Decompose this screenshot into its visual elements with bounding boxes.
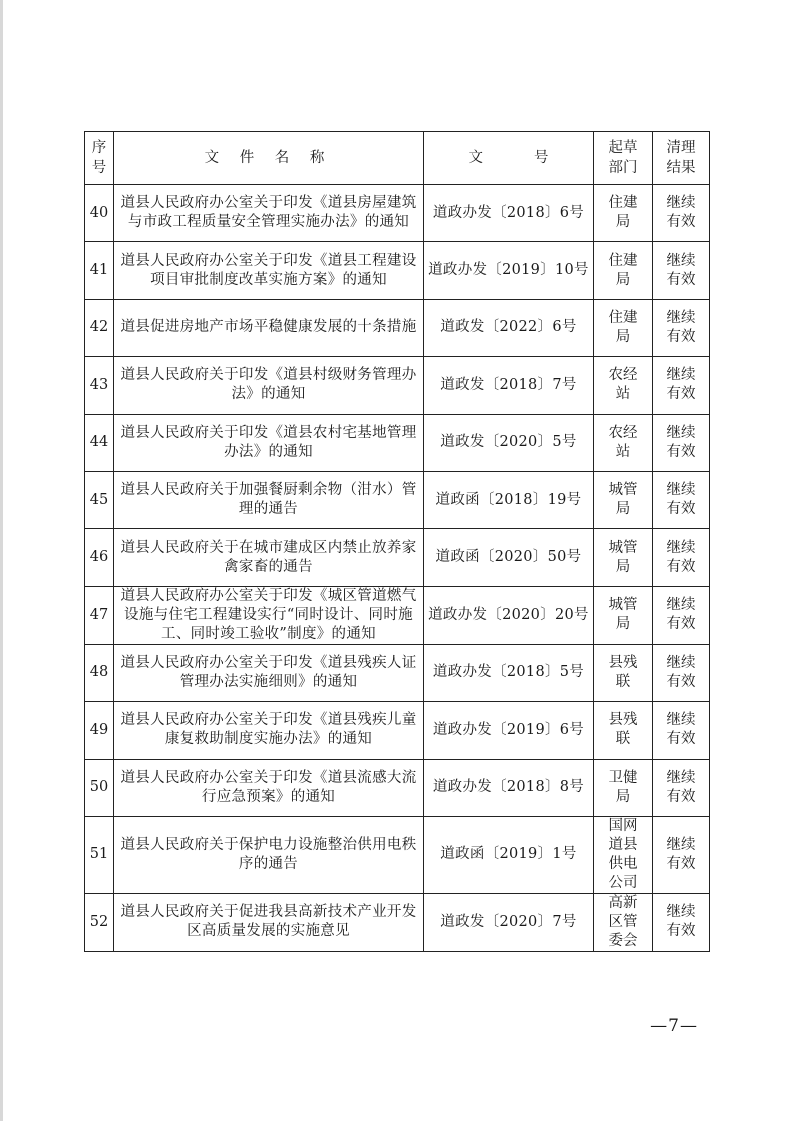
row-dept-cell: 农经站: [594, 357, 653, 414]
header-no: [85, 132, 114, 185]
row-result-cell: 继续有效: [653, 816, 710, 893]
header-code: [424, 132, 594, 185]
row-result-cell: 继续有效: [653, 185, 710, 242]
header-dept-label: 起草部门: [608, 140, 638, 176]
row-no-cell: 49: [85, 702, 114, 759]
row-dept-cell: 住建局: [594, 242, 653, 299]
row-dept-cell: 农经站: [594, 414, 653, 471]
table-row: [85, 644, 710, 701]
table-row: [85, 702, 710, 759]
row-code-cell: 道政函〔2018〕19号: [424, 471, 594, 528]
row-no-cell: 40: [85, 185, 114, 242]
row-no-cell: 46: [85, 529, 114, 586]
table-row: [85, 471, 710, 528]
row-dept-cell: 县残联: [594, 644, 653, 701]
row-name-cell: 道县人民政府关于促进我县高新技术产业开发区高质量发展的实施意见: [114, 893, 424, 951]
table-row: [85, 357, 710, 414]
document-table: [84, 131, 710, 952]
row-code-cell: 道政发〔2018〕7号: [424, 357, 594, 414]
row-dept-cell: 住建局: [594, 185, 653, 242]
header-result-label: 清理结果: [666, 140, 696, 176]
table-row: [85, 816, 710, 893]
row-no-cell: 48: [85, 644, 114, 701]
row-dept-cell: 城管局: [594, 529, 653, 586]
row-code-cell: 道政办发〔2019〕6号: [424, 702, 594, 759]
table-row: [85, 185, 710, 242]
table-row: [85, 242, 710, 299]
row-code-cell: 道政发〔2022〕6号: [424, 299, 594, 356]
row-no-cell: 52: [85, 893, 114, 951]
row-no-cell: 51: [85, 816, 114, 893]
row-dept-cell: 县残联: [594, 702, 653, 759]
page-edge: [0, 0, 3, 1121]
header-result: [653, 132, 710, 185]
row-code-cell: 道政函〔2020〕50号: [424, 529, 594, 586]
row-code-cell: 道政办发〔2020〕20号: [424, 586, 594, 644]
row-dept-cell: 住建局: [594, 299, 653, 356]
row-code-cell: 道政发〔2020〕7号: [424, 893, 594, 951]
row-name-cell: 道县人民政府关于加强餐厨剩余物（泔水）管理的通告: [114, 471, 424, 528]
row-name-cell: 道县人民政府办公室关于印发《道县残疾儿童康复救助制度实施办法》的通知: [114, 702, 424, 759]
row-result-cell: 继续有效: [653, 644, 710, 701]
page-number: —7—: [650, 1016, 698, 1036]
table-header-row: [85, 132, 710, 185]
header-name-label: 文 件 名 称: [204, 149, 333, 166]
row-dept-cell: 卫健局: [594, 759, 653, 816]
row-dept-cell: 城管局: [594, 471, 653, 528]
row-name-cell: 道县人民政府办公室关于印发《道县残疾人证管理办法实施细则》的通知: [114, 644, 424, 701]
header-no-label: 序号: [91, 140, 107, 176]
row-result-cell: 继续有效: [653, 529, 710, 586]
row-dept-cell: 国网道县供电公司: [594, 816, 653, 893]
row-name-cell: 道县人民政府办公室关于印发《道县房屋建筑与市政工程质量安全管理实施办法》的通知: [114, 185, 424, 242]
row-code-cell: 道政办发〔2018〕8号: [424, 759, 594, 816]
row-result-cell: 继续有效: [653, 893, 710, 951]
row-no-cell: 45: [85, 471, 114, 528]
row-result-cell: 继续有效: [653, 299, 710, 356]
row-code-cell: 道政办发〔2019〕10号: [424, 242, 594, 299]
row-name-cell: 道县人民政府关于在城市建成区内禁止放养家禽家畜的通告: [114, 529, 424, 586]
row-name-cell: 道县人民政府办公室关于印发《道县流感大流行应急预案》的通知: [114, 759, 424, 816]
table-row: [85, 529, 710, 586]
row-no-cell: 42: [85, 299, 114, 356]
row-name-cell: 道县人民政府关于印发《道县农村宅基地管理办法》的通知: [114, 414, 424, 471]
row-no-cell: 44: [85, 414, 114, 471]
table-row: [85, 299, 710, 356]
row-name-cell: 道县人民政府办公室关于印发《道县工程建设项目审批制度改革实施方案》的通知: [114, 242, 424, 299]
row-no-cell: 47: [85, 586, 114, 644]
row-name-cell: 道县人民政府关于保护电力设施整治供用电秩序的通告: [114, 816, 424, 893]
row-name-cell: 道县促进房地产市场平稳健康发展的十条措施: [114, 299, 424, 356]
table-row: [85, 586, 710, 644]
row-result-cell: 继续有效: [653, 471, 710, 528]
row-result-cell: 继续有效: [653, 759, 710, 816]
row-dept-cell: 高新区管委会: [594, 893, 653, 951]
row-name-cell: 道县人民政府办公室关于印发《城区管道燃气设施与住宅工程建设实行“同时设计、同时施工、同时竣工验收”制度》的通知: [114, 586, 424, 644]
row-result-cell: 继续有效: [653, 702, 710, 759]
table-row: [85, 759, 710, 816]
row-result-cell: 继续有效: [653, 242, 710, 299]
row-code-cell: 道政函〔2019〕1号: [424, 816, 594, 893]
header-code-label: 文 号: [468, 149, 572, 166]
table-row: [85, 893, 710, 951]
table-row: [85, 414, 710, 471]
row-dept-cell: 城管局: [594, 586, 653, 644]
row-no-cell: 50: [85, 759, 114, 816]
row-result-cell: 继续有效: [653, 414, 710, 471]
row-result-cell: 继续有效: [653, 357, 710, 414]
row-code-cell: 道政发〔2020〕5号: [424, 414, 594, 471]
row-name-cell: 道县人民政府关于印发《道县村级财务管理办法》的通知: [114, 357, 424, 414]
row-no-cell: 41: [85, 242, 114, 299]
row-code-cell: 道政办发〔2018〕6号: [424, 185, 594, 242]
header-dept: [594, 132, 653, 185]
row-result-cell: 继续有效: [653, 586, 710, 644]
row-code-cell: 道政办发〔2018〕5号: [424, 644, 594, 701]
row-no-cell: 43: [85, 357, 114, 414]
header-name: [114, 132, 424, 185]
